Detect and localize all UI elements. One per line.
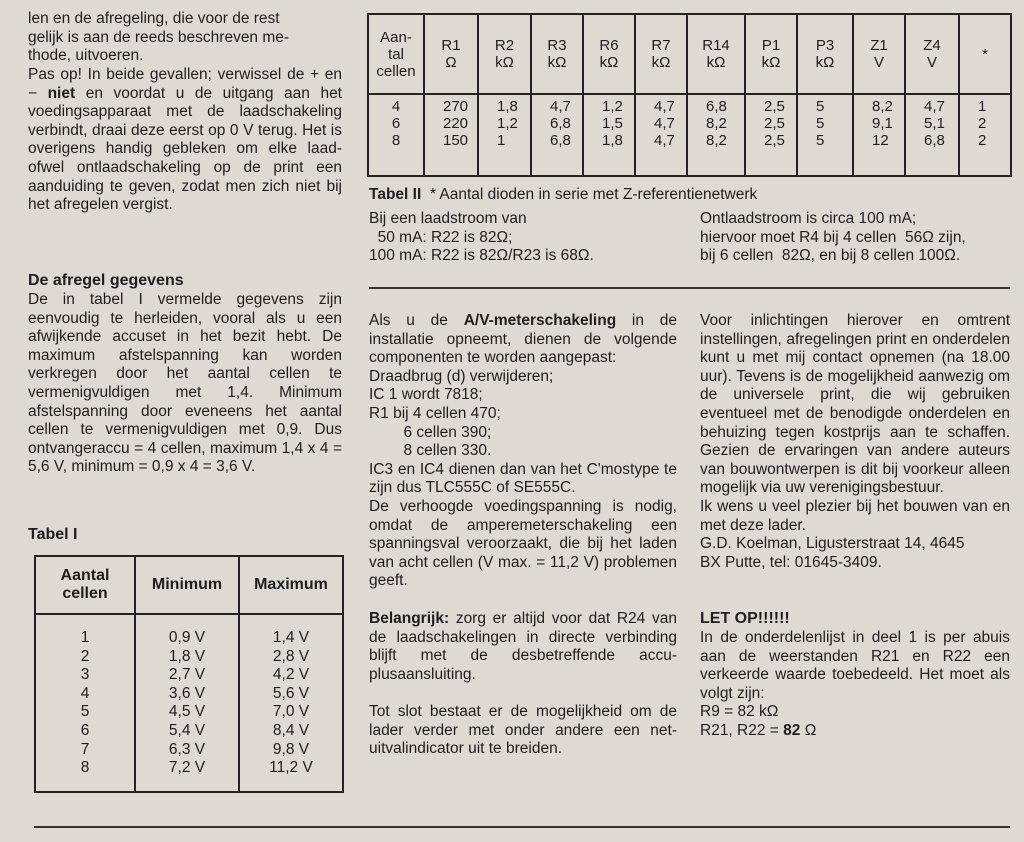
author-line: G.D. Koelman, Ligusterstraat 14, 4645: [700, 535, 965, 553]
tabel2-cell: 1: [978, 98, 987, 115]
tabel2-cell: 4,7: [654, 132, 675, 149]
tabel2-column: [368, 94, 424, 176]
tabel2-cell: 2,5: [764, 132, 785, 149]
tabel2-cell: 8,2: [706, 132, 727, 149]
tabel2-cell: 6,8: [550, 115, 571, 132]
tabel2-cell: 6,8: [924, 132, 945, 149]
tabel2-cell: 2,5: [764, 98, 785, 115]
tabel2-cell: 4,7: [654, 98, 675, 115]
tabel1-cell: 5: [80, 703, 90, 721]
tabel1-cell: 3,6 V: [168, 684, 206, 702]
ontlaadstroom-block: [700, 210, 1012, 266]
bottom-divider: [34, 826, 1010, 828]
list-item: Draadbrug (d) verwijderen;: [369, 367, 554, 385]
text-line: Bij een laadstroom van: [369, 210, 527, 227]
list-item: 6 cellen 390;: [369, 423, 492, 441]
tabel2-column: [635, 94, 687, 176]
tabel1-cell: 8: [80, 759, 90, 777]
tabel1-maximum-column: [239, 614, 343, 792]
tabel2-header: R2 kΩ: [478, 14, 531, 94]
tabel2-header: P3 kΩ: [797, 14, 853, 94]
tabel1-cell: 4,2 V: [272, 666, 310, 684]
tabel2-cell: 8,2: [706, 115, 727, 132]
tabel1-cell: 0,9 V: [168, 629, 206, 646]
tabel2-cell: 8: [391, 132, 401, 149]
text-line: thode, uitvoeren.: [28, 47, 144, 65]
tabel2-cell: 6,8: [706, 98, 727, 115]
text-line: hiervoor moet R4 bij 4 cellen 56Ω zijn,: [700, 228, 966, 246]
tabel2-cell: 1,8: [602, 132, 623, 149]
tabel1: [34, 555, 344, 793]
tabel1-cell: 5,4 V: [168, 721, 206, 739]
tabel2-header: P1 kΩ: [745, 14, 797, 94]
tabel1-cell: 6,3 V: [168, 740, 206, 758]
ic-paragraph: IC3 en IC4 dienen dan van het C'mostype te zijn dus TLC555C of SE555C.: [369, 460, 677, 497]
tabel2-cell: 9,1: [872, 115, 893, 132]
tabel1-cell: 7,2 V: [168, 759, 206, 777]
tabel2-cell: 150: [443, 132, 469, 149]
tabel1-cell: 3: [80, 666, 90, 684]
tabel1-header-aantal: Aantal cellen: [35, 556, 135, 614]
tabel2-cell: 4,7: [654, 115, 675, 132]
av-paragraph: Als u de A/V-meterschakeling in de installatie opneemt, dienen de volgende componenten te worden aangepast:: [369, 312, 678, 367]
tabel1-cell: 1,4 V: [272, 629, 310, 646]
tabel2-column: [853, 94, 905, 176]
tabel1-cell: 1: [80, 629, 90, 646]
totslot-paragraph: Tot slot bestaat er de mogelijkheid om de lader verder met onder andere een net-uitvalindicator uit te breiden.: [369, 703, 677, 758]
laadstroom-block: [369, 210, 689, 266]
tabel1-header-minimum: Minimum: [135, 556, 239, 614]
tabel2-cell: 6,8: [550, 132, 571, 149]
wish-paragraph: Ik wens u veel plezier bij het bouwen van en met deze lader.: [700, 497, 1010, 534]
tabel2-column: [905, 94, 959, 176]
tabel2-header: R14 kΩ: [687, 14, 745, 94]
afregel-heading: De afregel gegevens: [28, 272, 184, 289]
tabel2: [367, 13, 1012, 177]
tabel2-cell: 5,1: [924, 115, 945, 132]
step-list: [369, 368, 677, 461]
list-item: IC 1 wordt 7818;: [369, 386, 483, 404]
middle-column: [369, 312, 677, 759]
tabel1-aantal-column: [35, 614, 135, 792]
tabel2-cell: 2: [978, 115, 987, 132]
tabel1-cell: 8,4 V: [272, 721, 310, 739]
tabel1-cell: 2: [80, 647, 90, 665]
tabel2-cell: 270: [443, 98, 469, 115]
tabel2-column: [583, 94, 635, 176]
afregel-text: De in tabel I vermelde gegevens zijn eenvoudig te herleiden, vooral als u een afwijkende accuset in het bezit hebt. De maximum afstelspanning kan worden verkregen door het aantal cellen te vermenigvuldigen met 1,4. Minimum afstelspanning door eveneens het aantal cellen te vermenigvuldigen met 0,9. Dus ontvangeraccu = 4 cellen, maximum 1,4 x 4 = 5,6 V, minimum = 0,9 x 4 = 3,6 V.: [28, 291, 342, 476]
tabel2-header: Aan- tal cellen: [368, 14, 424, 94]
r9-line: R9 = 82 kΩ: [700, 703, 779, 721]
list-item: 8 cellen 330.: [369, 442, 492, 460]
tabel2-cell: 6: [391, 115, 401, 132]
tabel2-cell: 5: [816, 115, 825, 132]
tabel1-header-maximum: Maximum: [239, 556, 343, 614]
tabel2-cell: 4: [391, 98, 401, 115]
tabel1-cell: 1,8 V: [168, 647, 206, 665]
text-line: bij 6 cellen 82Ω, en bij 8 cellen 100Ω.: [700, 247, 961, 265]
tabel2-header: R6 kΩ: [583, 14, 635, 94]
tabel2-cell: 4,7: [550, 98, 571, 115]
tabel2-column: [531, 94, 583, 176]
tabel2-cell: 5: [816, 132, 825, 149]
tabel1-cell: 2,8 V: [272, 647, 310, 665]
tabel2-cell: 2: [978, 132, 987, 149]
tabel2-column: [797, 94, 853, 176]
tabel2-header: R3 kΩ: [531, 14, 583, 94]
tabel1-cell: 7,0 V: [272, 703, 310, 721]
tabel2-column: [687, 94, 745, 176]
tabel2-column: [745, 94, 797, 176]
text-line: 50 mA: R22 is 82Ω;: [369, 228, 513, 246]
text-line: len en de afregeling, die voor de rest: [28, 10, 280, 27]
text-line: Ontlaadstroom is circa 100 mA;: [700, 210, 917, 227]
tabel2-caption: Tabel II * Aantal dioden in serie met Z-referentienetwerk: [369, 186, 758, 203]
tabel2-cell: 1: [497, 132, 506, 149]
tabel2-cell: 2,5: [764, 115, 785, 132]
belangrijk-paragraph: Belangrijk: zorg er altijd voor dat R24 van de laadschakelingen in directe verbinding blijft met de desbetreffende accu-plusaansluiting.: [369, 609, 677, 683]
tabel2-cell: 1,2: [497, 115, 518, 132]
voeding-paragraph: De verhoogde voedingspanning is nodig, omdat de amperemeterschakeling een spanningsval veroorzaakt, die bij het laden van acht cellen (V max. = 11,2 V) problemen geeft.: [369, 497, 677, 590]
tabel2-column: [424, 94, 478, 176]
intro-lines: [28, 10, 342, 66]
tabel2-cell: 1,8: [497, 98, 518, 115]
tabel2-cell: 5: [816, 98, 825, 115]
tabel2-header: Z4 V: [905, 14, 959, 94]
tabel1-heading: Tabel I: [28, 526, 78, 543]
address-line: BX Putte, tel: 01645-3409.: [700, 553, 882, 571]
r21-line: R21, R22 = 82 Ω: [700, 721, 817, 739]
tabel1-cell: 4: [80, 684, 90, 702]
tabel2-header: R7 kΩ: [635, 14, 687, 94]
tabel2-cell: 8,2: [872, 98, 893, 115]
tabel1-cell: 7: [80, 740, 90, 758]
tabel1-cell: 5,6 V: [272, 684, 310, 702]
tabel1-cell: 11,2 V: [269, 759, 313, 777]
info-paragraph: Voor inlichtingen hierover en omtrent instellingen, afregelingen print en onderdelen kunt u met mij contact opnemen (na 18.00 uur). Tevens is de mogelijkheid aanwezig om de universele print, die wij gebruiken eventueel met de benodigde onderdelen en behuizing tegen kostprijs aan te schaffen. Gezien de ervaringen van andere auteurs van bouwontwerpen is dit bij voorkeur alleen mogelijk via uw verenigingsbestuur.: [700, 312, 1010, 497]
tabel1-cell: 4,5 V: [168, 703, 206, 721]
tabel2-header: Z1 V: [853, 14, 905, 94]
tabel1-cell: 2,7 V: [168, 666, 206, 684]
tabel2-header: R1 Ω: [424, 14, 478, 94]
list-item: R1 bij 4 cellen 470;: [369, 404, 501, 422]
tabel2-header: *: [959, 14, 1011, 94]
tabel2-cell: 12: [872, 132, 889, 149]
tabel1-minimum-column: [135, 614, 239, 792]
warning-paragraph: Pas op! In beide gevallen; verwissel de + en − niet en voordat u de uitgang aan het voedingsapparaat met de laadschakeling verbindt, draai deze eerst op 0 V terug. Het is overigens handig gebleken om elke laad- ofwel ontlaadschakeling op de print een aanduiding te geven, zodat men zich niet bij het afregelen vergist.: [28, 66, 342, 214]
right-column: [700, 312, 1010, 740]
tabel2-column: [959, 94, 1011, 176]
tabel2-column: [478, 94, 531, 176]
text-line: gelijk is aan de reeds beschreven me-: [28, 28, 290, 46]
letop-heading: LET OP!!!!!!: [700, 610, 790, 628]
section-divider: [369, 287, 1010, 289]
tabel1-cell: 6: [80, 721, 90, 739]
tabel2-cell: 4,7: [924, 98, 945, 115]
tabel2-cell: 220: [443, 115, 469, 132]
tabel1-cell: 9,8 V: [272, 740, 310, 758]
tabel2-cell: 1,5: [602, 115, 623, 132]
text-line: 100 mA: R22 is 82Ω/R23 is 68Ω.: [369, 247, 594, 265]
tabel2-cell: 1,2: [602, 98, 623, 115]
letop-paragraph: In de onderdelenlijst in deel 1 is per abuis aan de weerstanden R21 en R22 een verkeerde waarde toebedeeld. Het moet als volgt zijn:: [700, 628, 1010, 702]
